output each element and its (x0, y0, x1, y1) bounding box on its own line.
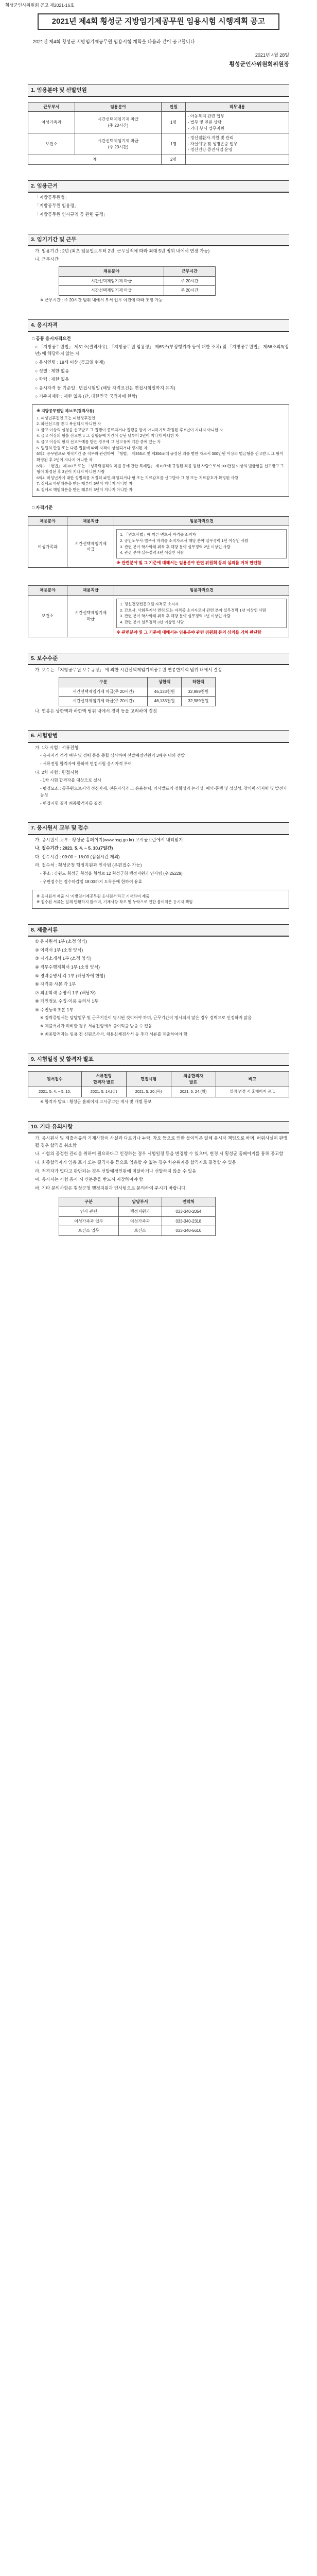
section-title: 5. 보수수준 (28, 653, 289, 665)
list-item: 바. 기타 문의사항은 횡성군청 행정지원과 인사팀으로 문의하여 주시기 바랍니다. (35, 1185, 187, 1191)
table-cell: 보건소 업무 (59, 1226, 119, 1236)
table-cell: 033-340-2054 (162, 1207, 215, 1216)
section-application (28, 822, 289, 908)
requirements-cell (114, 526, 289, 568)
list-item: 나. 근무시간 (35, 257, 59, 262)
documents-note: ※ 최종합격자는 임용 전 신원조사서, 채용신체검사서 등 추가 서류를 제출하여야 함 (40, 1032, 188, 1037)
table-header: 비고 (216, 1072, 289, 1087)
total-label: 계 (28, 155, 162, 165)
list-item: - 서류전형 합격자에 한하여 면접시험 응시자격 부여 (40, 761, 132, 766)
table-cell: 32,989천원 (182, 697, 216, 706)
list-item: 「지방공무원 임용령」 (35, 203, 79, 209)
list-item: ○ 성별 : 제한 없음 (35, 368, 69, 374)
total-count: 2명 (162, 155, 186, 165)
table-header: 채용직급 (67, 516, 114, 526)
grade-cell: 시간선택제임기제 마급 (67, 596, 114, 637)
list-item: 가. 임용기간 : 2년 (최초 임용일로부터 2년, 근무실적에 따라 최대 5년 범위 내에서 연장 가능) (35, 248, 210, 253)
table-cell: 주 20시간 (164, 276, 215, 286)
qualification-table-2 (28, 585, 289, 637)
requirement-note: ※ 관련분야 및 그 기준에 대해서는 임용분야 관련 위원회 등의 심의를 거쳐 판단함 (116, 630, 262, 635)
table-header: 근무부서 (28, 102, 75, 112)
section-term (28, 234, 289, 304)
requirement-line: 1. 정신건강전문요원 자격증 소지자 (120, 602, 179, 607)
table-cell: 2021. 5. 24.(월) (171, 1087, 216, 1097)
table-header: 채용직급 (67, 586, 114, 596)
section-title: 8. 제출서류 (28, 924, 289, 937)
list-item: - 우편접수는 접수마감일 18:00까지 도착분에 한하여 유효 (40, 879, 143, 884)
section-exam-method (28, 730, 289, 807)
requirement-line: 4. 관련 분야 실무경력 4년 이상인 사람 (120, 550, 184, 555)
table-row (59, 1207, 216, 1216)
selection-table (28, 102, 289, 165)
schedule-table (28, 1071, 289, 1097)
section-basis (28, 180, 289, 218)
table-cell: 보건소 (118, 1226, 162, 1236)
section-title: 1. 임용분야 및 선발인원 (28, 84, 289, 97)
table-row (28, 155, 289, 165)
table-header: 서류전형 합격자 발표 (81, 1072, 126, 1087)
contact-table (59, 1197, 216, 1235)
notice-line: ※ 응시원서 제출 시 '지방임기제공무원 응시원서'라고 기재하여 제출 (37, 893, 150, 899)
table-cell: 46,133천원 (148, 697, 182, 706)
box-line: 2. 파산선고를 받고 복권되지 아니한 자 (37, 421, 101, 427)
table-row (28, 133, 289, 155)
table-header: 직무내용 (185, 102, 289, 112)
list-item: 가. 1차 시험 : 서류전형 (35, 744, 79, 750)
issuing-organization: 횡성군인사위원회위원장 (229, 61, 289, 67)
table-header: 임용자격요건 (114, 516, 289, 526)
documents-note: ※ 제출서류가 미비한 경우 서류전형에서 불이익을 받을 수 있음 (40, 1024, 152, 1029)
table-header: 연락처 (162, 1197, 215, 1207)
list-item: ② 이력서 1부 (소정 양식) (35, 947, 83, 953)
list-item: 다. 최종합격자가 임용 포기 또는 결격사유 등으로 임용할 수 없는 경우 차순위자를 합격자로 결정할 수 있음 (35, 1159, 236, 1165)
table-header: 채용분야 (59, 267, 164, 277)
list-item: ⑧ 개인정보 수집·이용 동의서 1부 (35, 998, 99, 1004)
duty-cell: - 아동복지 관련 업무 - 법무 및 민원 상담 - 기타 부서 업무지원 (185, 112, 289, 133)
list-item: 「지방공무원법」 (35, 194, 69, 200)
box-line: 6의4. 미성년자에 대한 성범죄를 저질러 파면·해임되거나 형 또는 치료감호를 선고받아 그 형 또는 치료감호가 확정된 사람 (37, 475, 238, 480)
table-cell: 시간선택제임기제 마급(주 20시간) (59, 697, 148, 706)
table-cell: 46,133천원 (148, 687, 182, 697)
table-row (28, 112, 289, 133)
table-cell: 일정 변경 시 홈페이지 공고 (216, 1087, 289, 1097)
box-line: 1. 피성년후견인 또는 피한정후견인 (37, 415, 95, 420)
list-item: ○ 응시연령 : 18세 이상 (공고일 현재) (35, 360, 105, 365)
list-item: ③ 자기소개서 1부 (소정 양식) (35, 956, 92, 961)
count-cell: 1명 (162, 112, 186, 133)
section-title: 3. 임기기간 및 근무 (28, 234, 289, 246)
dept-cell: 여성가족과 (28, 526, 67, 568)
dept-cell: 여성가족과 (28, 112, 75, 133)
list-item: 가. 응시원서 및 제출서류의 기재사항이 사실과 다르거나 누락, 착오 등으로 인한 불이익은 일체 응시자 책임으로 하며, 허위사실이 판명될 경우 합격을 취소함 (35, 1136, 288, 1148)
requirement-line: 2. 공인노무사·법무사 자격증 소지자로서 해당 분야 실무경력 1년 이상인 사람 (120, 538, 249, 543)
section-selection (28, 84, 289, 165)
documents-note: ※ 경력증명서는 담당업무 및 근무기간이 명시된 것이어야 하며, 근무기간이 명시되지 않은 경우 경력으로 인정하지 않음 (40, 1015, 252, 1021)
list-item: 마. 응시자는 시험 응시 시 신분증을 반드시 지참하여야 함 (35, 1177, 144, 1182)
dept-cell: 보건소 (28, 596, 67, 637)
requirement-line: 2. 간호사, 사회복지사 면허 또는 자격증 소지자로서 관련 분야 실무경력 1년 이상인 사람 (120, 607, 267, 613)
table-cell: 여성가족과 (118, 1216, 162, 1226)
requirement-note: ※ 관련분야 및 그 기준에 대해서는 임용분야 관련 위원회 등의 심의를 거쳐 판단함 (116, 560, 262, 565)
table-header: 인원 (162, 102, 186, 112)
section-title: 9. 시험일정 및 합격자 발표 (28, 1054, 289, 1066)
table-cell: 인사 관련 (59, 1207, 119, 1216)
box-line: 4. 금고 이상의 형을 선고받고 그 집행유예 기간이 끝난 날부터 2년이 지나지 아니한 자 (37, 433, 179, 438)
table-header: 근무시간 (164, 267, 215, 277)
table-row (28, 596, 289, 637)
box-line: 6. 법원의 판결 또는 다른 법률에 따라 자격이 상실되거나 정지된 자 (37, 445, 148, 450)
list-item: ○ 거주지제한 : 제한 없음 (단, 대한민국 국적자에 한함) (35, 394, 137, 399)
box-line: 8. 징계로 해임처분을 받은 때부터 3년이 지나지 아니한 자 (37, 487, 133, 493)
table-header: 임용분야 (75, 102, 162, 112)
table-header: 상한액 (148, 677, 182, 687)
section-title: 10. 기타 유의사항 (28, 1121, 289, 1133)
list-item: 나. 시험의 공정한 관리를 위하여 필요하다고 인정하는 경우 시험일정 등을 변경할 수 있으며, 변경 시 횡성군 홈페이지를 통해 공고함 (35, 1151, 284, 1157)
requirements-cell (114, 596, 289, 637)
announcement-number: 횡성군인사위원회 공고 제2021-16호 (5, 3, 75, 8)
list-item: ④ 직무수행계획서 1부 (소정 양식) (35, 964, 100, 970)
table-cell: 2021. 5. 20.(목) (126, 1087, 171, 1097)
section-notes (28, 1121, 289, 1236)
grade-cell: 시간선택제임기제 마급 (67, 526, 114, 568)
table-header: 하한액 (182, 677, 216, 687)
table-cell: 시간선택제임기제 마급 (59, 276, 164, 286)
list-item: 라. 접수처 : 횡성군청 행정지원과 인사팀 (우편접수 가능) (35, 862, 142, 868)
intro-text: 2021년 제4회 횡성군 지방임기제공무원 임용시험 계획을 다음과 같이 공고합니다. (33, 39, 197, 45)
table-row (59, 286, 216, 296)
list-item: ⑨ 주민등록초본 1부 (35, 1007, 74, 1012)
list-item: - 1차 시험 합격자를 대상으로 실시 (40, 778, 101, 783)
table-header: 임용자격요건 (114, 586, 289, 596)
table-cell: 32,989천원 (182, 687, 216, 697)
count-cell: 1명 (162, 133, 186, 155)
requirement-line: 3. 관련 분야 학사학위 취득 후 해당 분야 실무경력 2년 이상인 사람 (120, 544, 231, 549)
table-header: 원서접수 (28, 1072, 82, 1087)
list-item: ① 응시원서 1부 (소정 양식) (35, 939, 87, 944)
title-area (28, 13, 289, 30)
common-requirements-heading: □ 공통 응시자격요건 (32, 335, 71, 341)
list-item: 가. 응시원서 교부 : 횡성군 홈페이지(www.hsg.go.kr) 고시공고란에서 내려받기 (35, 837, 183, 842)
application-notice-box (32, 890, 289, 909)
table-row (59, 687, 216, 697)
table-cell: 2021. 5. 4. ~ 5. 10. (28, 1087, 82, 1097)
list-item: ⑥ 자격증 사본 각 1부 (35, 981, 76, 987)
list-item: - 평정요소 : 공무원으로서의 정신자세, 전문지식과 그 응용능력, 의사발표의 정확성과 논리성, 예의·품행 및 성실성, 창의력·의지력 및 발전가능성 (40, 786, 287, 798)
table-cell: 2021. 5. 14.(금) (81, 1087, 126, 1097)
list-item: 다. 접수시간 : 09:00 ~ 18:00 (점심시간 제외) (35, 854, 120, 859)
qualification-heading: □ 자격기준 (32, 504, 53, 510)
list-item: - 면접시험 결과 최종합격자를 결정 (40, 801, 102, 806)
list-item: ⑤ 경력증명서 각 1부 (해당자에 한함) (35, 973, 105, 978)
hours-table (59, 266, 216, 296)
list-item: - 응시자격 적격 여부 및 경력 등을 종합 심사하여 선발예정인원의 3배수 내외 선발 (40, 753, 185, 758)
box-line: 5. 금고 이상의 형의 선고유예를 받은 경우에 그 선고유예 기간 중에 있는 자 (37, 439, 161, 445)
list-item: ⑦ 최종학력 증명서 1부 (해당자) (35, 990, 96, 995)
box-title: ※ 지방공무원법 제31조(결격사유) (37, 408, 94, 413)
table-header: 구분 (59, 677, 148, 687)
section-qualifications (28, 319, 289, 638)
table-cell: 033-340-2318 (162, 1216, 215, 1226)
hours-note: ※ 근무시간 : 주 20시간 범위 내에서 부서 업무 여건에 따라 조정 가능 (40, 297, 163, 302)
table-cell: 시간선택제임기제 마급(주 20시간) (59, 687, 148, 697)
requirements-box (116, 599, 287, 628)
requirement-line: 1. 「변호사법」에 따른 변호사 자격증 소지자 (120, 532, 196, 537)
box-line: 6의2. 공무원으로 재직기간 중 직무와 관련하여 「형법」 제355조 및 제356조에 규정된 죄를 범한 자로서 300만원 이상의 벌금형을 선고받고 그 형이 확정된 후 2년이 지나지 아니한 자 (37, 451, 284, 462)
field-cell: 시간선택제임기제 마급 (주 20시간) (75, 112, 162, 133)
notice-line: ※ 접수된 서류는 일체 반환하지 않으며, 기재사항 착오 및 누락으로 인한 불이익은 응시자 책임 (37, 900, 193, 905)
table-row (28, 526, 289, 568)
salary-note: 나. 연봉은 상한액과 하한액 범위 내에서 경력 등을 고려하여 결정 (35, 708, 157, 714)
list-item: ○ 응시자격 등 기준일 : 면접시험일 (해당 자격요건은 면접시험일까지 유지) (35, 385, 175, 391)
list-item: - 주소 : 강원도 횡성군 횡성읍 횡성로 12 횡성군청 행정지원과 인사팀 (우:25229) (40, 871, 183, 876)
requirement-line: 3. 관련 분야 학사학위 취득 후 해당 분야 실무경력 1년 이상인 사람 (120, 614, 231, 619)
disqualification-box (32, 404, 289, 497)
requirement-line: 4. 관련 분야 실무경력 3년 이상인 사람 (120, 619, 184, 624)
salary-table (59, 677, 216, 706)
duty-cell: - 정신질환자 지원 및 관리 - 자살예방 및 생명존중 업무 - 정신건강 증진사업 운영 (185, 133, 289, 155)
box-line: 3. 금고 이상의 실형을 선고받고 그 집행이 종료되거나 집행을 받지 아니하기로 확정된 후 5년이 지나지 아니한 자 (37, 427, 223, 432)
table-cell: 여성가족과 업무 (59, 1216, 119, 1226)
table-header: 구분 (59, 1197, 119, 1207)
section-title: 6. 시험방법 (28, 730, 289, 742)
section-salary (28, 653, 289, 715)
qualification-table-1 (28, 516, 289, 568)
dept-cell: 보건소 (28, 133, 75, 155)
table-row (59, 1216, 216, 1226)
box-line: 7. 징계로 파면처분을 받은 때부터 5년이 지나지 아니한 자 (37, 481, 133, 486)
table-row (28, 1087, 289, 1097)
table-header: 최종합격자 발표 (171, 1072, 216, 1087)
table-header: 면접시험 (126, 1072, 171, 1087)
section-documents (28, 924, 289, 1038)
section-schedule (28, 1054, 289, 1106)
table-cell: 033-340-5610 (162, 1226, 215, 1236)
field-cell: 시간선택제임기제 마급 (주 20시간) (75, 133, 162, 155)
table-row (59, 697, 216, 706)
list-item: 「지방공무원 인사규칙 등 관련 규정」 (35, 212, 108, 217)
section-title: 4. 응시자격 (28, 319, 289, 332)
table-cell: 행정지원과 (118, 1207, 162, 1216)
list-item: ○ 학력 : 제한 없음 (35, 377, 69, 382)
table-header: 채용분야 (28, 516, 67, 526)
schedule-note: ※ 합격자 발표 : 횡성군 홈페이지 고시공고란 게시 및 개별 통보 (40, 1099, 152, 1105)
table-cell: 시간선택제임기제 마급 (59, 286, 164, 296)
table-header: 채용분야 (28, 586, 67, 596)
salary-lead: 가. 보수는 「지방공무원 보수규정」 에 의한 시간선택제임기제공무원 연봉한계액 범위 내에서 결정 (35, 667, 222, 673)
document-title: 2021년 제4회 횡성군 지방임기제공무원 임용시험 시행계획 공고 (38, 13, 279, 30)
box-line: 6의3. 「형법」 제303조 또는 「성폭력범죄의 처벌 등에 관한 특례법」 제10조에 규정된 죄를 범한 사람으로서 100만원 이상의 벌금형을 선고받고 그 형이 확정된 후 3년이 지나지 아니한 사람 (37, 463, 284, 474)
table-row (59, 276, 216, 286)
section-title: 7. 응시원서 교부 및 접수 (28, 822, 289, 835)
requirements-box (116, 529, 287, 558)
announcement-date: 2021년 4월 28일 (255, 52, 289, 58)
list-item: 라. 적격자가 없다고 판단되는 경우 선발예정인원에 미달하거나 선발하지 않을 수 있음 (35, 1168, 197, 1174)
list-item: 나. 접수기간 : 2021. 5. 4. ~ 5. 10.(7일간) (35, 845, 113, 851)
table-row (59, 1226, 216, 1236)
table-header: 담당부서 (118, 1197, 162, 1207)
list-item: 나. 2차 시험 : 면접시험 (35, 769, 79, 775)
section-title: 2. 임용근거 (28, 180, 289, 193)
list-item: ○ 「지방공무원법」 제31조(결격사유), 「지방공무원 임용령」 제65조(부정행위자 등에 대한 조치) 및 「지방공무원법」 제66조의3(정년) 에 해당하지 않는 자 (35, 344, 289, 357)
table-cell: 주 20시간 (164, 286, 215, 296)
